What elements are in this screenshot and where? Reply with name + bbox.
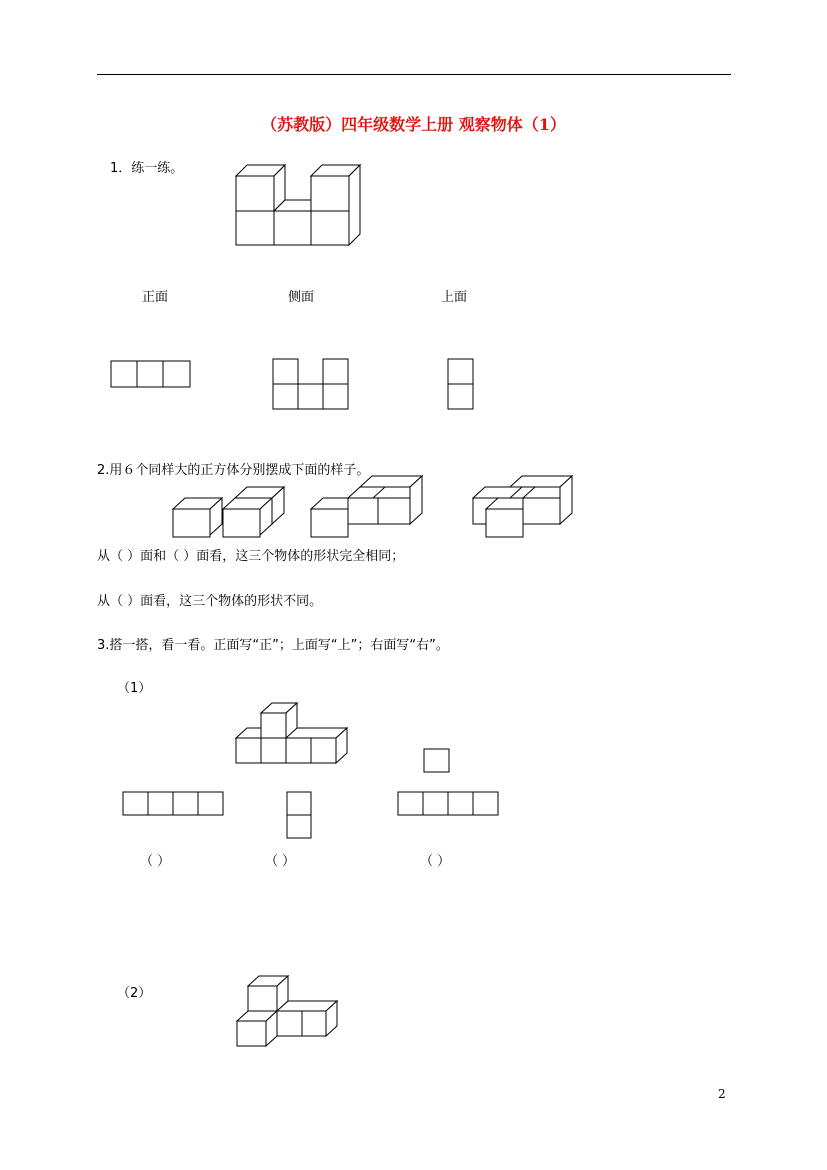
q3-answer-blank-a[interactable]: （ ） — [140, 854, 171, 869]
q3-answer-blank-b[interactable]: （ ） — [265, 854, 296, 869]
q2-solid-a — [170, 476, 290, 542]
q2-blank-line-1: 从（ ）面和（ ）面看，这三个物体的形状完全相同； — [97, 549, 405, 564]
q1-label: 1．练一练。 — [110, 161, 184, 176]
q1-cube-figure — [230, 163, 370, 253]
q3-part1-label: （1） — [117, 681, 152, 696]
page-title: （苏教版）四年级数学上册 观察物体（1） — [261, 115, 566, 134]
q3-label: 3.搭一搭，看一看。正面写“正”；上面写“上”；右面写“右”。 — [97, 638, 449, 653]
q2-solid-c — [470, 476, 590, 542]
q1-answer-view-c — [447, 358, 477, 413]
q3-view-b — [286, 791, 316, 841]
q2-solid-b — [308, 476, 428, 542]
q1-answer-view-b — [272, 358, 352, 413]
q2-blank-line-2: 从（ ）面看，这三个物体的形状不同。 — [97, 594, 323, 609]
q1-answer-view-a — [110, 360, 195, 390]
q1-view-side-label: 侧面 — [288, 290, 315, 305]
q2-label: 2.用６个同样大的正方体分别摆成下面的样子。 — [97, 463, 370, 478]
q1-view-top-label: 上面 — [441, 290, 468, 305]
q3-part1-solid — [233, 702, 358, 768]
q3-view-c-top — [423, 748, 453, 776]
q3-part2-label: （2） — [117, 986, 152, 1001]
q3-view-a — [122, 791, 227, 819]
q3-part2-solid — [234, 975, 344, 1050]
page-number: 2 — [718, 1087, 726, 1101]
q3-answer-blank-c[interactable]: （ ） — [420, 854, 451, 869]
header-rule — [97, 74, 731, 75]
q3-view-c — [397, 791, 502, 819]
q1-view-front-label: 正面 — [142, 290, 169, 305]
